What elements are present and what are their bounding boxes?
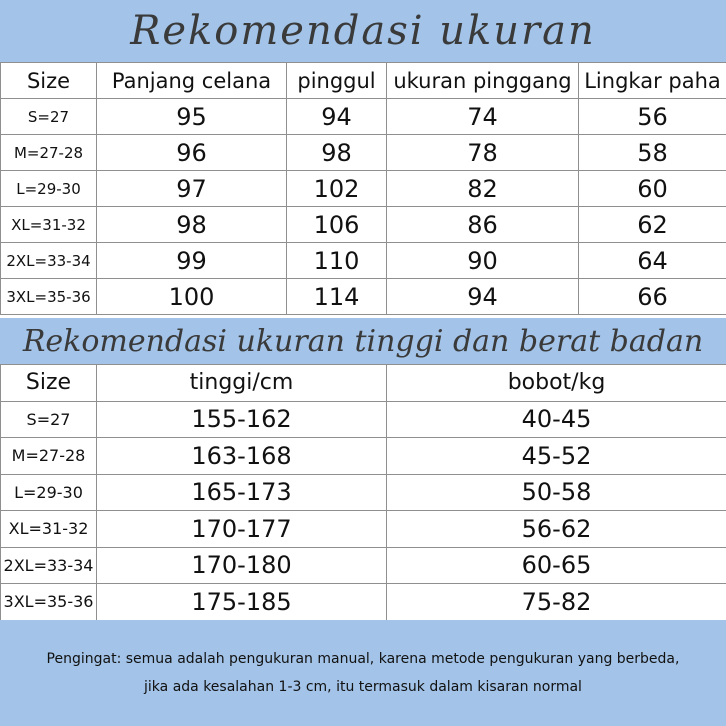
lingkar-paha-cell: 62 [579, 207, 726, 243]
height-weight-title: Rekomendasi ukuran tinggi dan berat badan [0, 318, 726, 364]
bobot-cell: 50-58 [387, 474, 726, 511]
ukuran-pinggang-cell: 94 [387, 279, 579, 315]
note-line-2: jika ada kesalahan 1-3 cm, itu termasuk dalam kisaran normal [144, 679, 582, 695]
ukuran-pinggang-cell: 82 [387, 171, 579, 207]
ukuran-pinggang-cell: 86 [387, 207, 579, 243]
pinggul-cell: 98 [287, 135, 387, 171]
bobot-cell: 60-65 [387, 547, 726, 584]
pinggul-cell: 94 [287, 99, 387, 135]
header-size: Size [1, 63, 97, 99]
tinggi-cell: 175-185 [97, 584, 387, 621]
panjang-celana-cell: 100 [97, 279, 287, 315]
tinggi-cell: 170-177 [97, 511, 387, 548]
size-cell: XL=31-32 [1, 207, 97, 243]
panjang-celana-cell: 98 [97, 207, 287, 243]
table-row [1, 243, 726, 279]
panjang-celana-cell: 95 [97, 99, 287, 135]
size-table-header-row [1, 63, 726, 99]
header-bobot: bobot/kg [387, 365, 726, 402]
table-row [1, 474, 726, 511]
size-cell: 2XL=33-34 [1, 243, 97, 279]
size-cell: L=29-30 [1, 474, 97, 511]
size-cell: XL=31-32 [1, 511, 97, 548]
bobot-cell: 75-82 [387, 584, 726, 621]
size-cell: S=27 [1, 401, 97, 438]
header-tinggi: tinggi/cm [97, 365, 387, 402]
table-row [1, 438, 726, 475]
header-pinggul: pinggul [287, 63, 387, 99]
size-recommendation-title: Rekomendasi ukuran [0, 0, 726, 62]
table-row [1, 584, 726, 621]
table-row [1, 207, 726, 243]
pinggul-cell: 110 [287, 243, 387, 279]
bobot-cell: 45-52 [387, 438, 726, 475]
size-cell: 3XL=35-36 [1, 279, 97, 315]
ukuran-pinggang-cell: 90 [387, 243, 579, 279]
bobot-cell: 40-45 [387, 401, 726, 438]
panjang-celana-cell: 96 [97, 135, 287, 171]
tinggi-cell: 165-173 [97, 474, 387, 511]
ukuran-pinggang-cell: 74 [387, 99, 579, 135]
tinggi-cell: 170-180 [97, 547, 387, 584]
height-weight-table [0, 364, 726, 621]
pinggul-cell: 114 [287, 279, 387, 315]
pinggul-cell: 102 [287, 171, 387, 207]
table-row [1, 279, 726, 315]
panjang-celana-cell: 99 [97, 243, 287, 279]
header-size: Size [1, 365, 97, 402]
lingkar-paha-cell: 58 [579, 135, 726, 171]
panjang-celana-cell: 97 [97, 171, 287, 207]
pinggul-cell: 106 [287, 207, 387, 243]
table-row [1, 511, 726, 548]
tinggi-cell: 163-168 [97, 438, 387, 475]
size-cell: 3XL=35-36 [1, 584, 97, 621]
lingkar-paha-cell: 66 [579, 279, 726, 315]
table-row [1, 135, 726, 171]
table-row [1, 171, 726, 207]
bobot-cell: 56-62 [387, 511, 726, 548]
table-row [1, 99, 726, 135]
height-weight-header-row [1, 365, 726, 402]
size-cell: M=27-28 [1, 135, 97, 171]
lingkar-paha-cell: 64 [579, 243, 726, 279]
lingkar-paha-cell: 56 [579, 99, 726, 135]
size-cell: S=27 [1, 99, 97, 135]
header-panjang-celana: Panjang celana [97, 63, 287, 99]
table-row [1, 401, 726, 438]
lingkar-paha-cell: 60 [579, 171, 726, 207]
note-line-1: Pengingat: semua adalah pengukuran manual, karena metode pengukuran yang berbeda, [46, 651, 680, 667]
header-lingkar-paha: Lingkar paha [579, 63, 726, 99]
ukuran-pinggang-cell: 78 [387, 135, 579, 171]
header-ukuran-pinggang: ukuran pinggang [387, 63, 579, 99]
tinggi-cell: 155-162 [97, 401, 387, 438]
size-cell: M=27-28 [1, 438, 97, 475]
table-row [1, 547, 726, 584]
size-cell: 2XL=33-34 [1, 547, 97, 584]
measurement-note [0, 620, 726, 726]
size-table [0, 62, 726, 315]
size-cell: L=29-30 [1, 171, 97, 207]
